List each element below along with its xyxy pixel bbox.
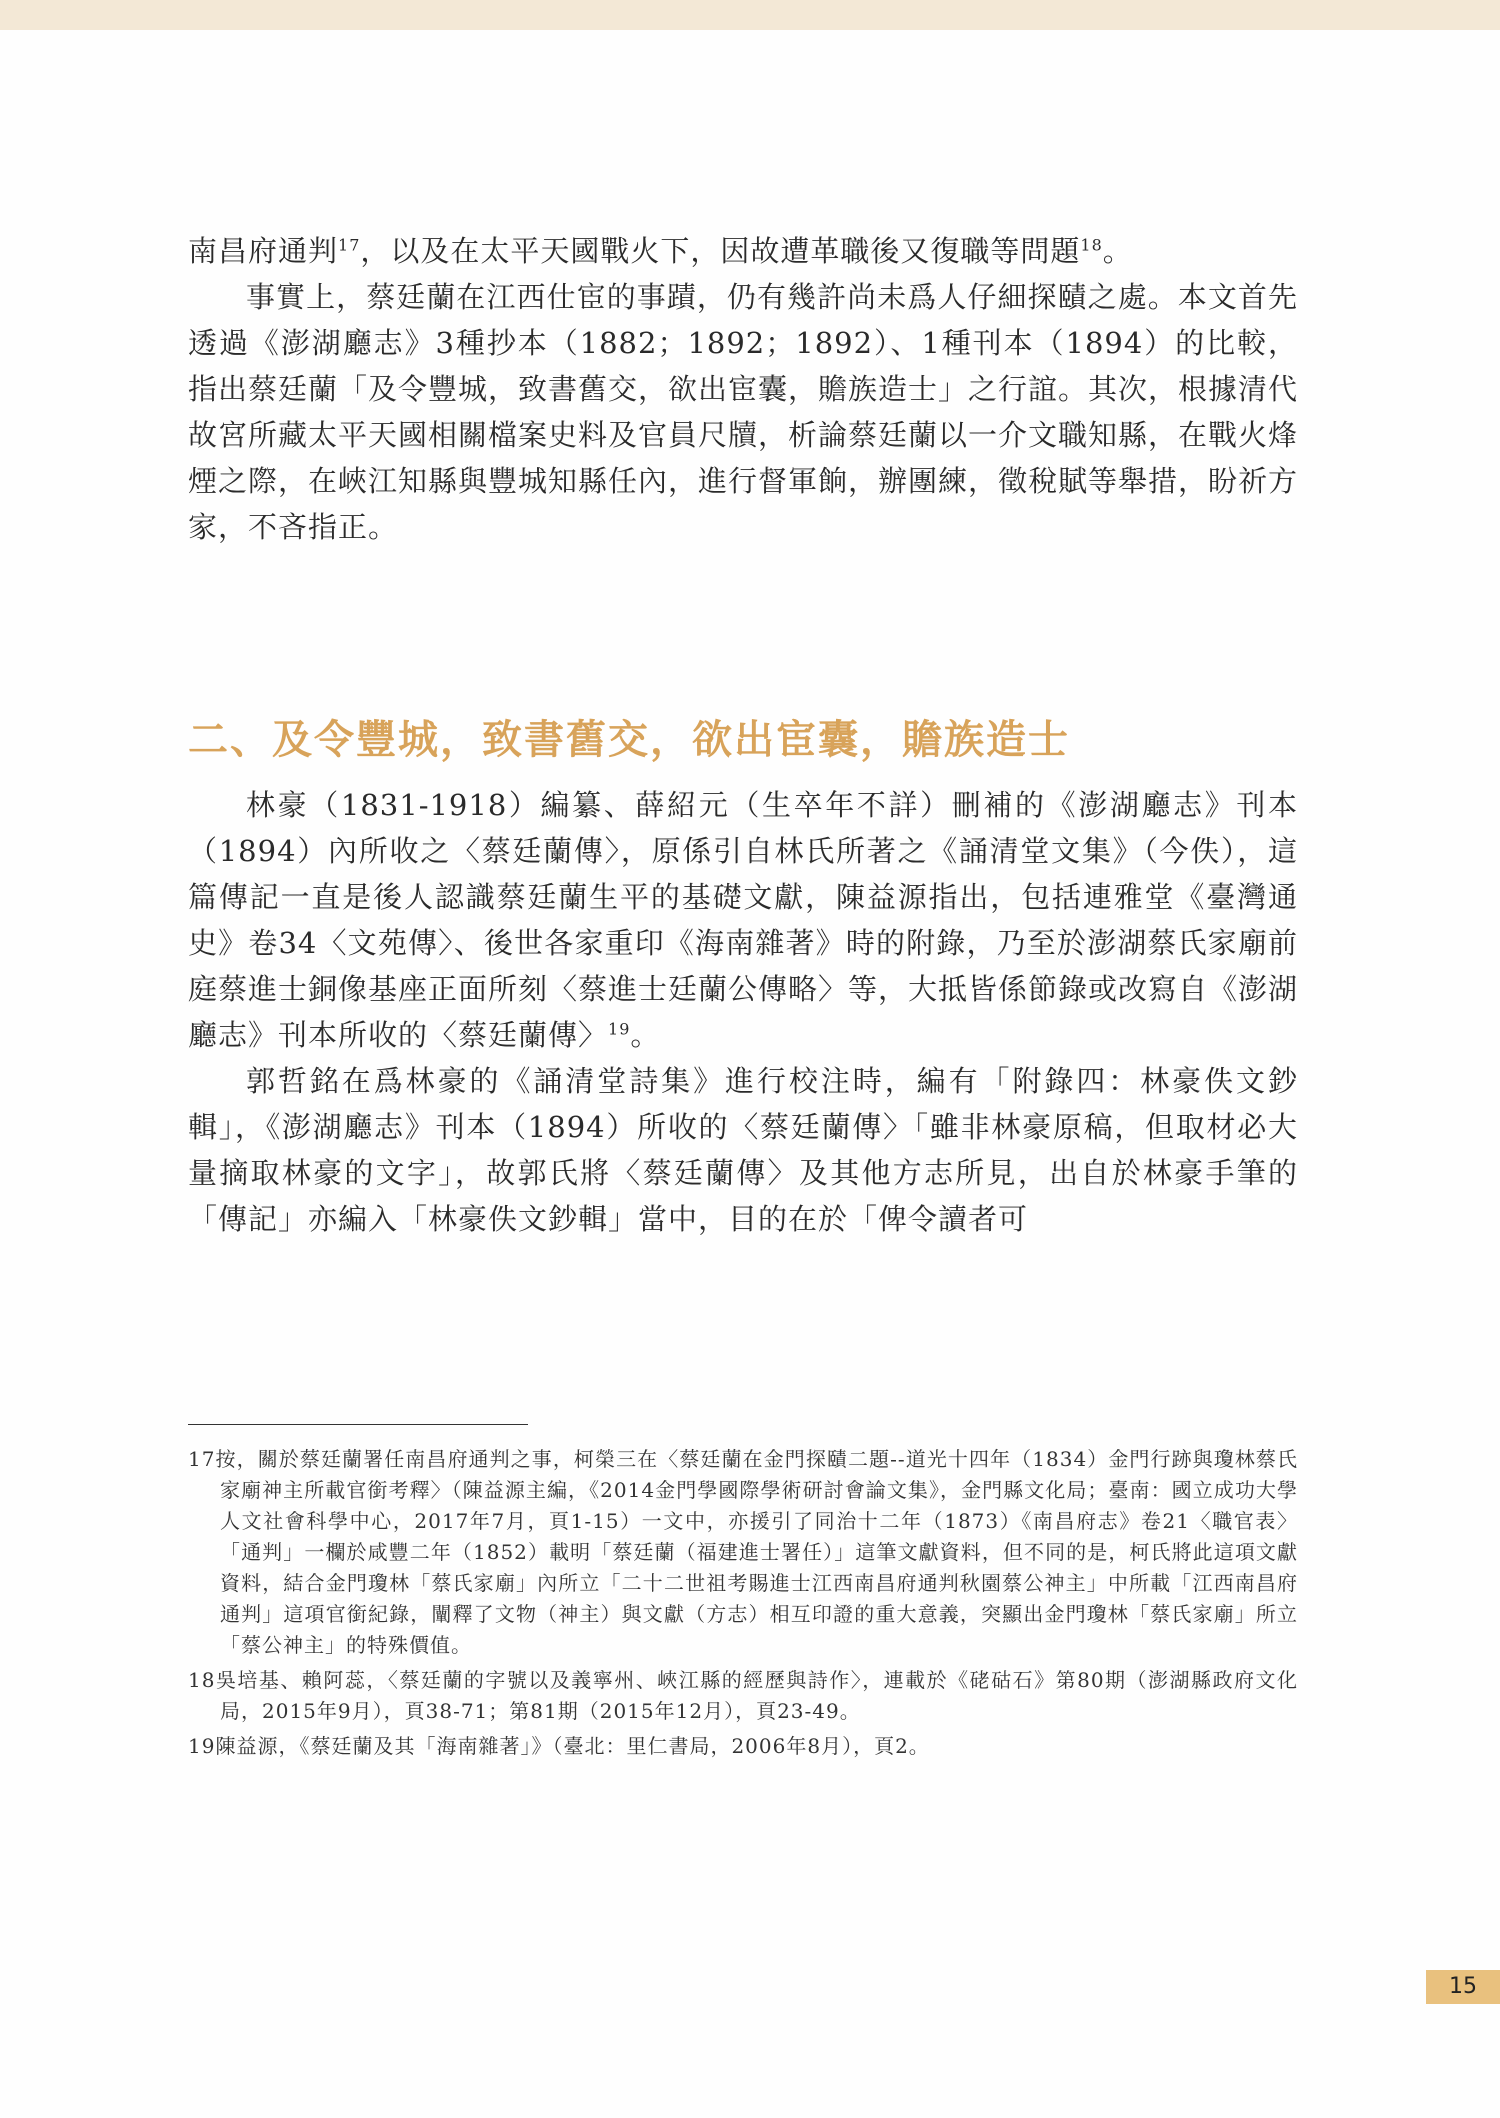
section-heading: 二、及令豐城，致書舊交，欲出宦囊，贍族造士 bbox=[188, 717, 1070, 763]
text-run: 南昌府通判 bbox=[188, 234, 339, 268]
paragraph-continuation bbox=[188, 228, 1298, 274]
text-run: 事實上，蔡廷蘭在江西仕宦的事蹟，仍有幾許尚未爲人仔細探賾之處。本文首先透過《澎湖廳志》3種抄本（1882；1892；1892）、1種刊本（1894）的比較，指出蔡廷蘭「及令豐城，致書舊交，欲出宦囊，贍族造士」之行誼。其次，根據清代故宮所藏太平天國相關檔案史料及官員尺牘，析論蔡廷蘭以一介文職知縣，在戰火烽煙之際，在峽江知縣與豐城知縣任內，進行督軍餉，辦團練，徵稅賦等舉措，盼祈方家，不吝指正。 bbox=[188, 280, 1299, 544]
footnote-ref-19[interactable]: 19 bbox=[608, 1019, 631, 1039]
text-run: ，以及在太平天國戰火下，因故遭革職後又復職等問題 bbox=[360, 234, 1081, 268]
page-number: 15 bbox=[1426, 1970, 1500, 2004]
section-paragraphs bbox=[188, 782, 1298, 1242]
footnotes bbox=[188, 1444, 1298, 1766]
text-run: 林豪（1831-1918）編纂、薛紹元（生卒年不詳）刪補的《澎湖廳志》刊本（1894）內所收之〈蔡廷蘭傳〉，原係引自林氏所著之《誦清堂文集》（今佚），這篇傳記一直是後人認識蔡廷蘭生平的基礎文獻，陳益源指出，包括連雅堂《臺灣通史》卷34〈文苑傳〉、後世各家重印《海南雜著》時的附錄，乃至於澎湖蔡氏家廟前庭蔡進士銅像基座正面所刻〈蔡進士廷蘭公傳略〉等，大抵皆係節錄或改寫自《澎湖廳志》刊本所收的〈蔡廷蘭傳〉 bbox=[188, 788, 1299, 1052]
footnote-divider bbox=[188, 1424, 528, 1425]
text-run: 郭哲銘在爲林豪的《誦清堂詩集》進行校注時，編有「附錄四：林豪佚文鈔輯」，《澎湖廳志》刊本（1894）所收的〈蔡廷蘭傳〉「雖非林豪原稿，但取材必大量摘取林豪的文字」，故郭氏將〈蔡廷蘭傳〉及其他方志所見，出自於林豪手筆的「傳記」亦編入「林豪佚文鈔輯」當中，目的在於「俾令讀者可 bbox=[188, 1064, 1298, 1236]
footnote-18: 18吳培基、賴阿蕊，〈蔡廷蘭的字號以及義寧州、峽江縣的經歷與詩作〉，連載於《硓𥑮石》第80期（澎湖縣政府文化局，2015年9月），頁38-71；第81期（2015年12月），頁23-49。 bbox=[188, 1668, 1298, 1723]
intro-paragraphs bbox=[188, 228, 1298, 550]
footnote-ref-17[interactable]: 17 bbox=[338, 235, 361, 255]
text-run: 。 bbox=[630, 1018, 661, 1052]
footnote-ref-18[interactable]: 18 bbox=[1080, 235, 1103, 255]
paragraph bbox=[188, 782, 1298, 1058]
footnote-19: 19陳益源，《蔡廷蘭及其「海南雜著」》（臺北：里仁書局，2006年8月），頁2。 bbox=[188, 1734, 930, 1758]
text-run: 。 bbox=[1102, 234, 1133, 268]
paragraph bbox=[188, 274, 1298, 550]
top-decorative-band bbox=[0, 0, 1500, 30]
paragraph bbox=[188, 1058, 1298, 1242]
footnote-17: 17按，關於蔡廷蘭署任南昌府通判之事，柯榮三在〈蔡廷蘭在金門探賾二題--道光十四年（1834）金門行跡與瓊林蔡氏家廟神主所載官銜考釋〉（陳益源主編，《2014金門學國際學術研討會論文集》，金門縣文化局；臺南：國立成功大學人文社會科學中心，2017年7月，頁1-15）一文中，亦援引了同治十二年（1873）《南昌府志》卷21〈職官表〉「通判」一欄於咸豐二年（1852）載明「蔡廷蘭（福建進士署任）」這筆文獻資料，但不同的是，柯氏將此這項文獻資料，結合金門瓊林「蔡氏家廟」內所立「二十二世祖考賜進士江西南昌府通判秋園蔡公神主」中所載「江西南昌府通判」這項官銜紀錄，闡釋了文物（神主）與文獻（方志）相互印證的重大意義，突顯出金門瓊林「蔡氏家廟」所立「蔡公神主」的特殊價值。 bbox=[188, 1447, 1298, 1657]
